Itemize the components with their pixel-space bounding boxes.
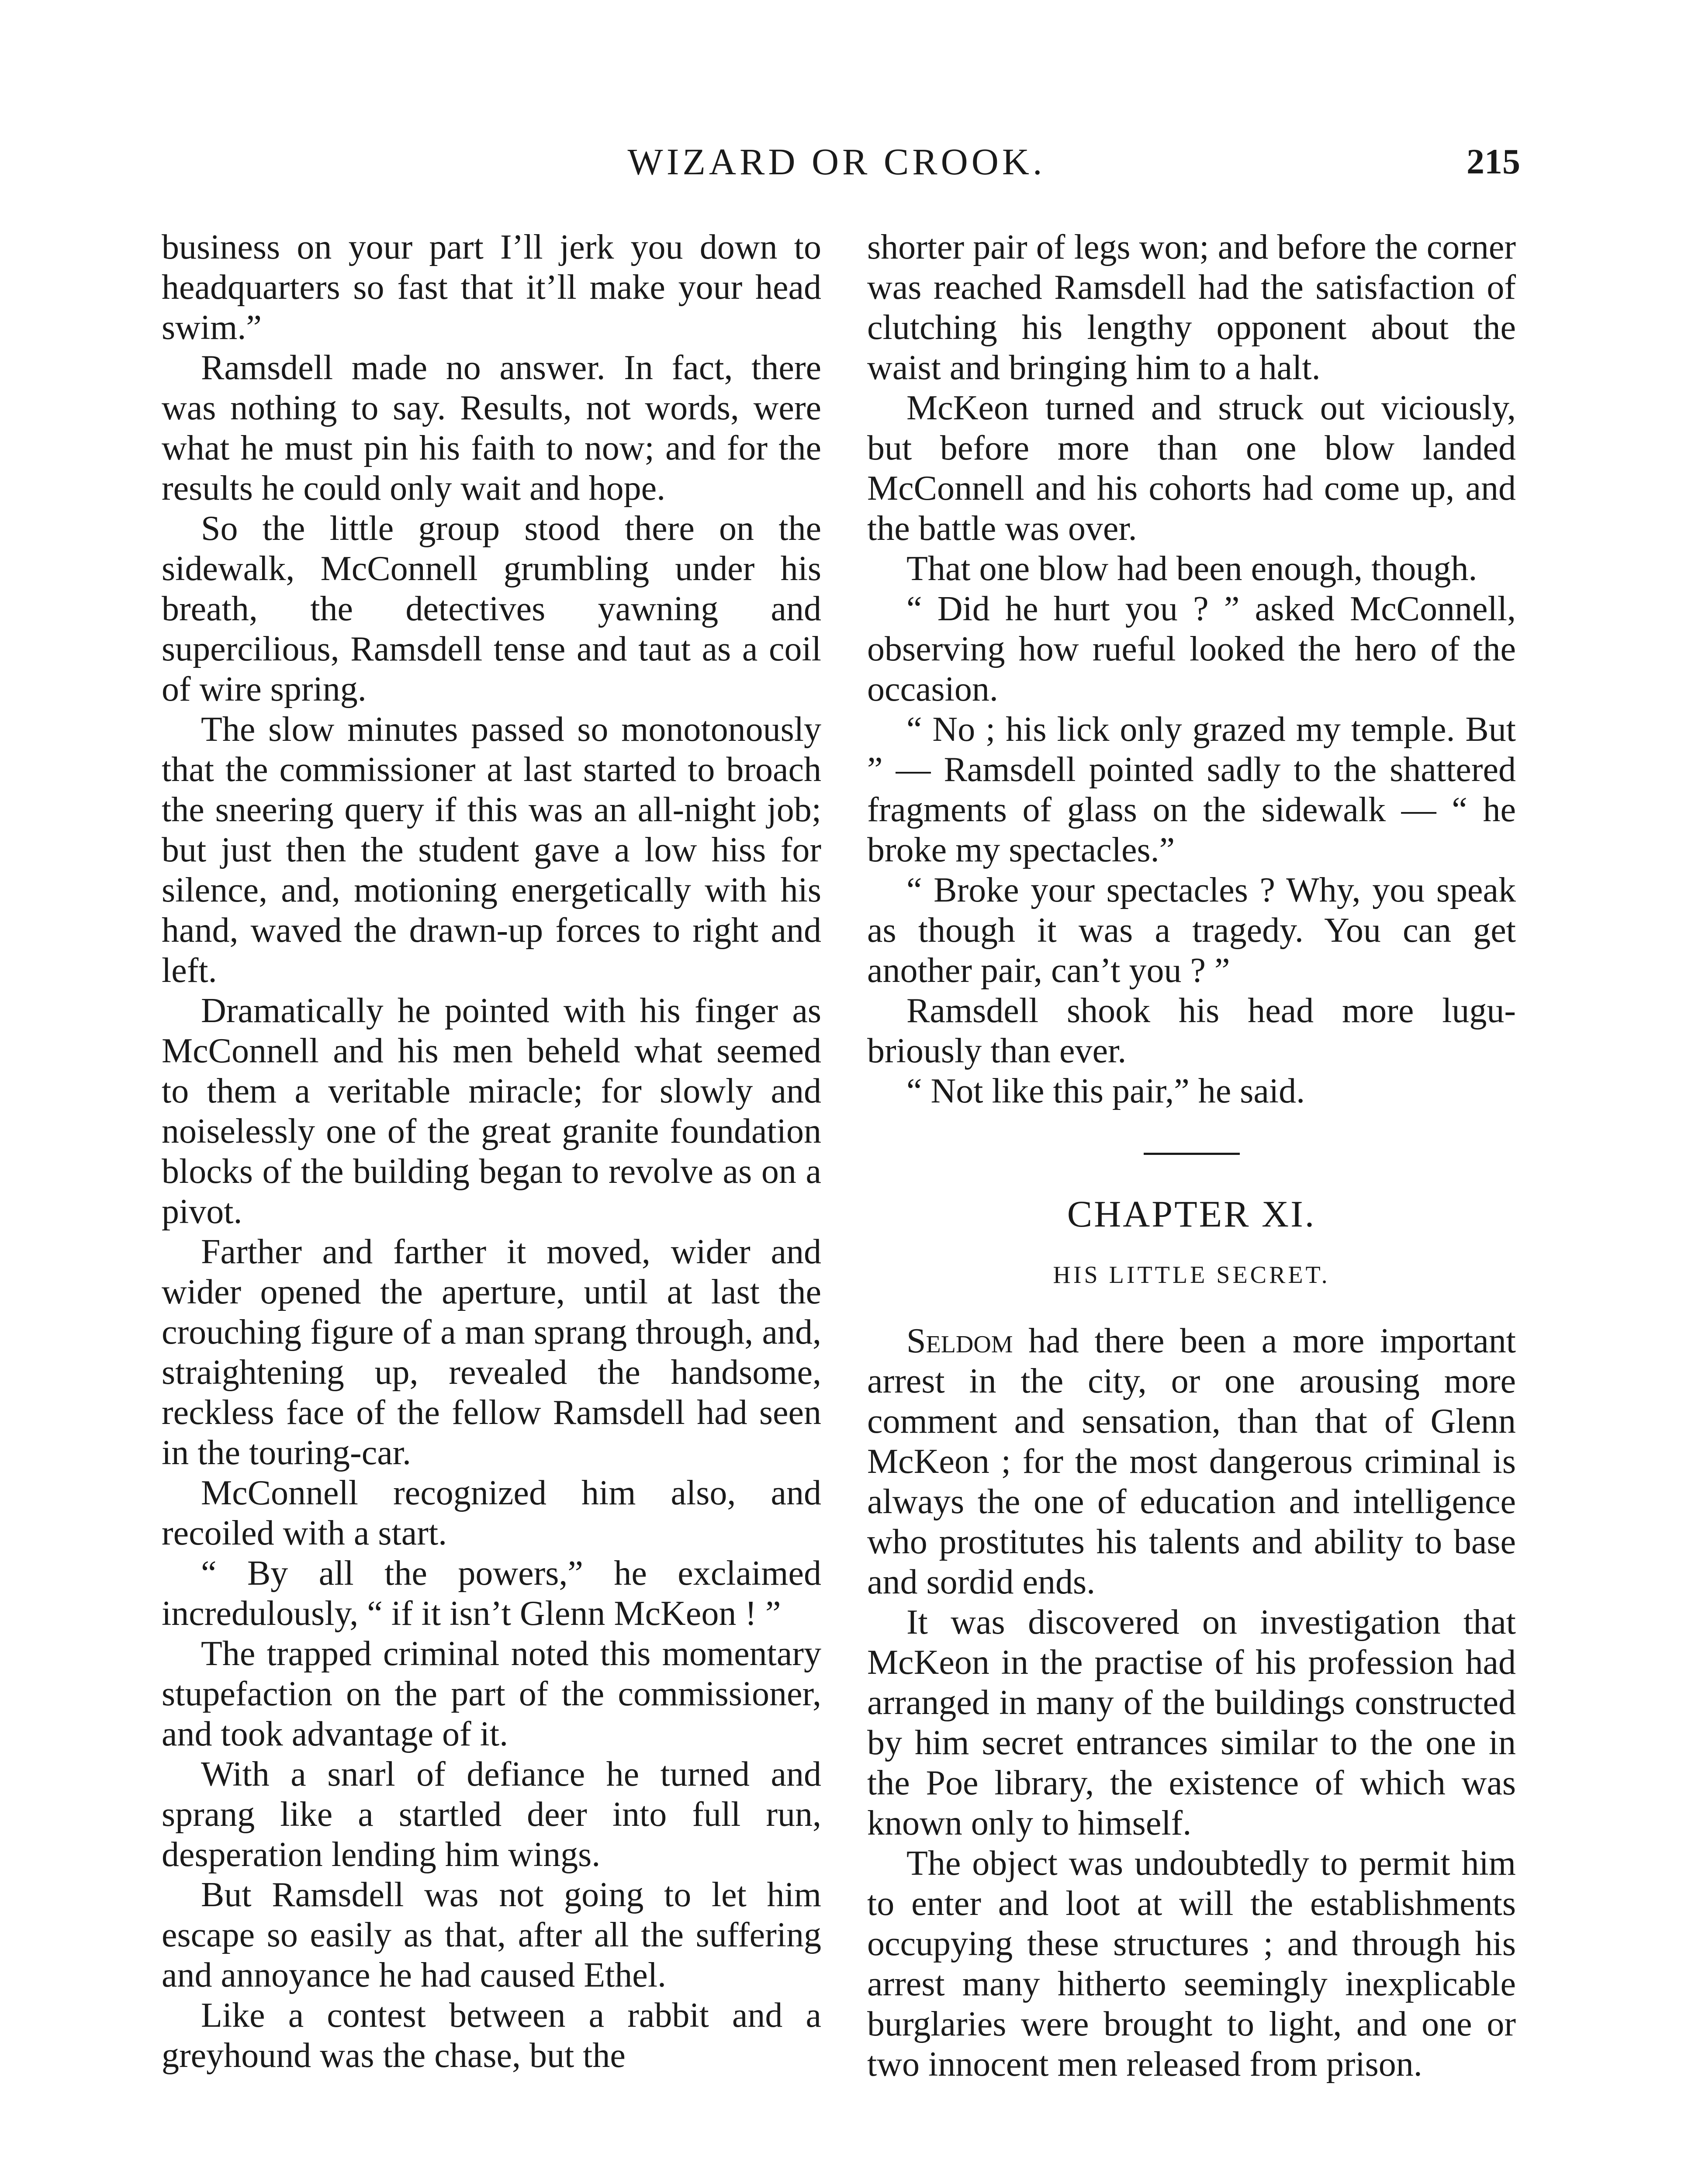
paragraph: With a snarl of defiance he turned and sprang like a startled deer into full run, desperation lending him wings.: [162, 1755, 821, 1874]
paragraph: The object was undoubtedly to permit him to enter and loot at will the establishments occupying these structures ; and through his arrest many hitherto seemingly inexplicable burglaries were brought to light, and one or two innocent men released from prison.: [867, 1844, 1516, 2084]
left-column: [162, 227, 821, 2076]
paragraph: “ Not like this pair,” he said.: [906, 1072, 1305, 1110]
chapter-title: CHAPTER XI.: [1067, 1193, 1316, 1235]
opening-word: Seldom: [906, 1322, 1013, 1360]
paragraph: “ Did he hurt you ? ” asked McConnell, observing how rueful looked the hero of the occasion.: [867, 590, 1516, 708]
paragraph: Dramatically he pointed with his finger as McConnell and his men beheld what seemed to them a veritable miracle; for slowly and noiselessly one of the great granite foundation blocks of the building began to revolve as on a pivot.: [162, 992, 821, 1231]
paragraph: Ramsdell made no answer. In fact, there was nothing to say. Results, not words, were what he must pin his faith to now; and for the results he could only wait and hope.: [162, 349, 821, 508]
paragraph: business on your part I’ll jerk you down to headquarters so fast that it’ll make your head swim.”: [162, 228, 821, 347]
paragraph: “ Broke your spectacles ? Why, you speak as though it was a tragedy. You can get another pair, can’t you ? ”: [867, 871, 1516, 990]
paragraph: “ By all the powers,” he exclaimed incredulously, “ if it isn’t Glenn McKeon ! ”: [162, 1554, 821, 1633]
paragraph: Like a contest between a rabbit and a greyhound was the chase, but the: [162, 1996, 821, 2075]
paragraph: McKeon turned and struck out viciously, but before more than one blow landed McConnell and his cohorts had come up, and the battle was over.: [867, 389, 1516, 548]
paragraph: It was discovered on investigation that McKeon in the practise of his profession had arranged in many of the buildings constructed by him secret entrances similar to the one in the Poe library, the existence of which was known only to himself.: [867, 1603, 1516, 1842]
paragraph: “ No ; his lick only grazed my temple. But ” — Ramsdell pointed sadly to the shattered fragments of glass on the sidewalk — “ he broke my spectacles.”: [867, 710, 1516, 869]
paragraph: shorter pair of legs won; and before the corner was reached Ramsdell had the satisfaction of clutching his lengthy opponent about the waist and bringing him to a halt.: [867, 228, 1516, 387]
paragraph: The slow minutes passed so monotonously that the commissioner at last started to broach the sneering query if this was an all-night job; but just then the student gave a low hiss for silence, and, motioning energetically with his hand, waved the drawn-up forces to right and left.: [162, 710, 821, 990]
chapter-subtitle: HIS LITTLE SECRET.: [1053, 1261, 1330, 1289]
paragraph: So the little group stood there on the sidewalk, McConnell grumbling under his breath, the detectives yawning and supercilious, Ramsdell tense and taut as a coil of wire spring.: [162, 509, 821, 708]
paragraph: That one blow had been enough, though.: [906, 549, 1477, 588]
page-number: 215: [1467, 142, 1520, 181]
running-title: WIZARD OR CROOK.: [627, 141, 1046, 183]
section-divider: [1144, 1153, 1240, 1155]
paragraph: Ramsdell shook his head more lugubriously than ever.: [867, 992, 1516, 1070]
paragraph: But Ramsdell was not going to let him escape so easily as that, after all the suffering and annoyance he had caused Ethel.: [162, 1876, 821, 1994]
paragraph: McConnell recognized him also, and recoiled with a start.: [162, 1474, 821, 1552]
opening-text: had there been a more important arrest in the city, or one arousing more comment and sensation, than that of Glenn McKeon ; for the most dangerous criminal is always the one of education and intelligence who prostitutes his talents and ability to base and sordid ends.: [867, 1322, 1516, 1601]
chapter-opening-paragraph: [867, 1321, 1516, 1602]
right-column: [867, 227, 1516, 2084]
paragraph: Farther and farther it moved, wider and wider opened the aperture, until at last the crouching figure of a man sprang through, and, straightening up, revealed the handsome, reckless face of the fellow Ramsdell had seen in the touring-car.: [162, 1233, 821, 1472]
paragraph: The trapped criminal noted this momentary stupefaction on the part of the commissioner, and took advantage of it.: [162, 1635, 821, 1753]
page-header: [162, 135, 1520, 197]
